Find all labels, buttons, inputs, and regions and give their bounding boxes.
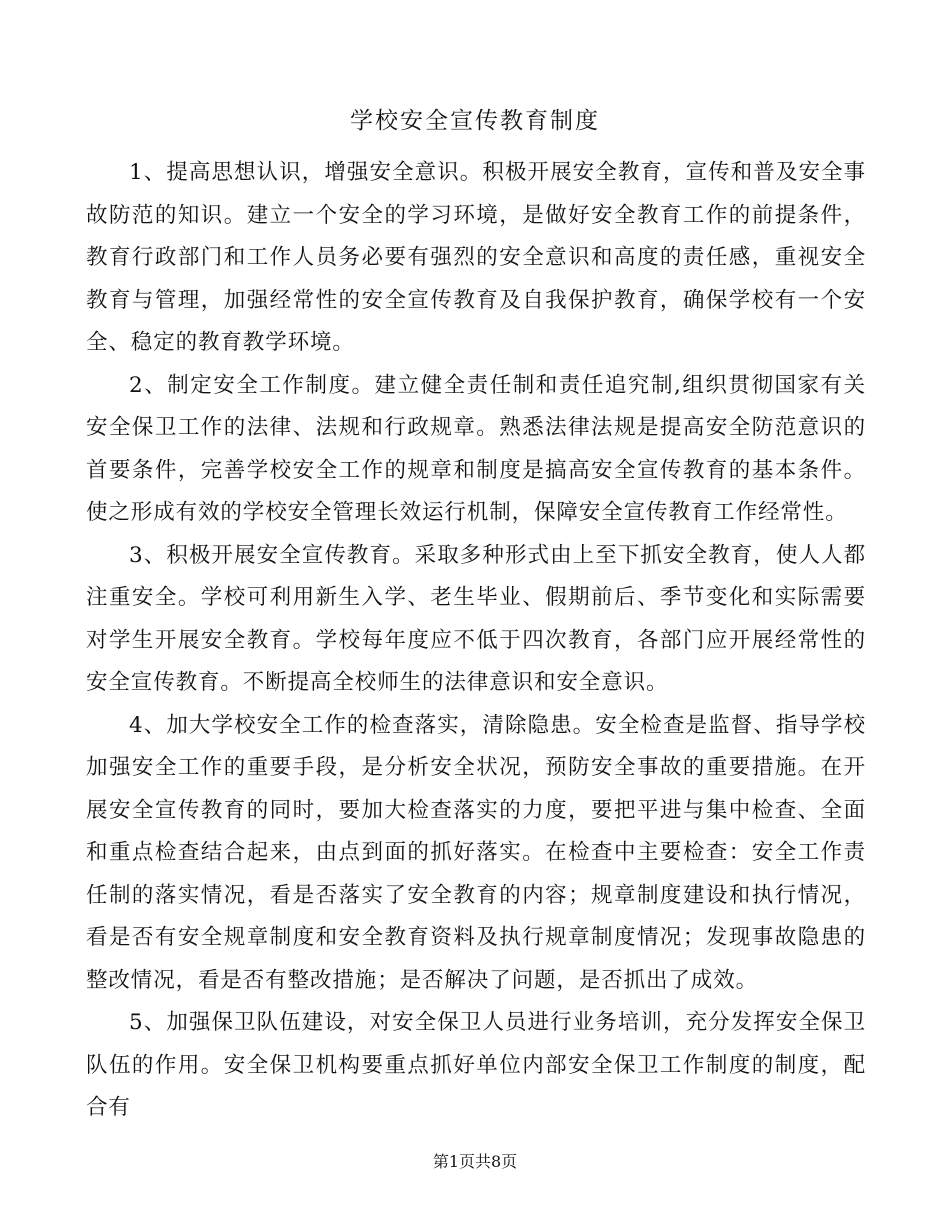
paragraph-5: 5、加强保卫队伍建设，对安全保卫人员进行业务培训，充分发挥安全保卫队伍的作用。安全保卫机构要重点抓好单位内部安全保卫工作制度的制度，配合有 <box>86 1010 866 1120</box>
paragraph-4: 4、加大学校安全工作的检查落实，清除隐患。安全检查是监督、指导学校加强安全工作的重要手段，是分析安全状况，预防安全事故的重要措施。在开展安全宣传教育的同时，要加大检查落实的力度，要把平进与集中检查、全面和重点检查结合起来，由点到面的抓好落实。在检查中主要检查：安全工作责任制的落实情况，看是否落实了安全教育的内容；规章制度建设和执行情况，看是否有安全规章制度和安全教育资料及执行规章制度情况；发现事故隐患的整改情况，看是否有整改措施；是否解决了问题，是否抓出了成效。 <box>86 712 866 993</box>
document-title: 学校安全宣传教育制度 <box>350 108 600 134</box>
document-body <box>86 152 866 1130</box>
paragraph-2: 2、制定安全工作制度。建立健全责任制和责任追究制,组织贯彻国家有关安全保卫工作的法律、法规和行政规章。熟悉法律法规是提高安全防范意识的首要条件，完善学校安全工作的规章和制度是搞高安全宣传教育的基本条件。使之形成有效的学校安全管理长效运行机制，保障安全宣传教育工作经常性。 <box>86 372 866 525</box>
paragraph-1: 1、提高思想认识，增强安全意识。积极开展安全教育，宣传和普及安全事故防范的知识。建立一个安全的学习环境，是做好安全教育工作的前提条件，教育行政部门和工作人员务必要有强烈的安全意识和高度的责任感，重视安全教育与管理，加强经常性的安全宣传教育及自我保护教育，确保学校有一个安全、稳定的教育教学环境。 <box>86 160 866 355</box>
page-number-footer: 第1页共8页 <box>432 1152 518 1171</box>
paragraph-3: 3、积极开展安全宣传教育。采取多种形式由上至下抓安全教育，使人人都注重安全。学校可利用新生入学、老生毕业、假期前后、季节变化和实际需要对学生开展安全教育。学校每年度应不低于四次教育，各部门应开展经常性的安全宣传教育。不断提高全校师生的法律意识和安全意识。 <box>86 542 866 695</box>
